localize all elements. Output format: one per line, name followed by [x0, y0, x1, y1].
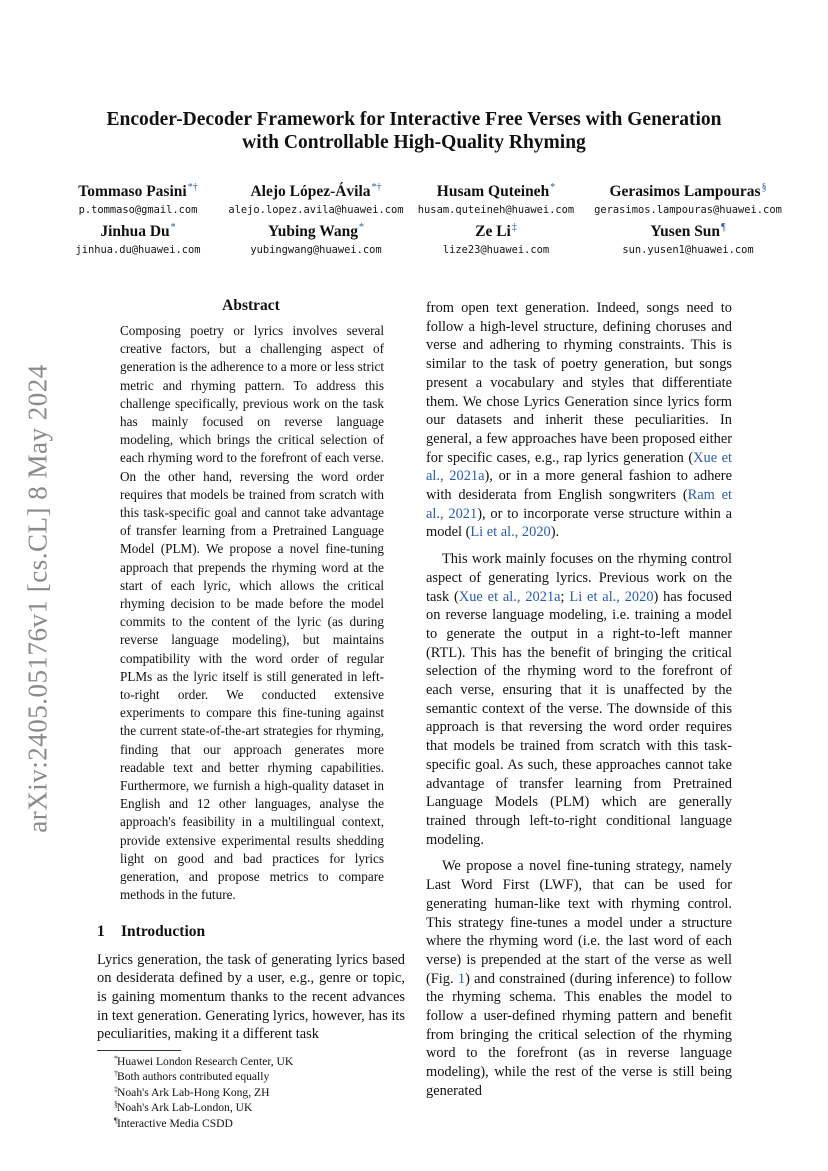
- author-row-1: [50, 178, 790, 218]
- title-line-2: with Controllable High-Quality Rhyming: [242, 132, 586, 153]
- section-number: 1: [97, 922, 105, 940]
- author-mark: ¶: [721, 222, 726, 234]
- footnote: ¶ Interactive Media CSDD: [114, 1115, 233, 1130]
- paragraph-text: ), or to incorporate verse structure within a model (: [426, 505, 732, 541]
- section-heading: [97, 922, 405, 942]
- author-name: Jinhua Du: [100, 223, 170, 241]
- footnote-text: Noah's Ark Lab-London, UK: [117, 1101, 253, 1115]
- paragraph-text: We propose a novel fine-tuning strategy, namely Last Word First (LWF), that can be used for generating human-like text with rhyming control. This strategy fine-tunes a model under a structure where the rhyming word (i.e. the last word of each verse) is prepended at the start of the verse as well (Fig.: [426, 858, 732, 987]
- author: [226, 178, 406, 218]
- author-mark: *: [359, 222, 365, 234]
- author-mark: ‡: [511, 222, 517, 234]
- author: [586, 178, 790, 218]
- body-paragraph: [426, 550, 732, 849]
- footnote-text: Huawei London Research Center, UK: [117, 1055, 294, 1069]
- footnote: ‡ Noah's Ark Lab-Hong Kong, ZH: [114, 1084, 270, 1099]
- author-email[interactable]: sun.yusen1@huawei.com: [622, 244, 754, 257]
- citation-link[interactable]: Xue et al., 2021a: [458, 588, 561, 605]
- footnote: † Both authors contributed equally: [114, 1069, 270, 1084]
- footnote: § Noah's Ark Lab-London, UK: [114, 1100, 253, 1115]
- paragraph-text: ).: [550, 524, 560, 541]
- citation-link[interactable]: Xue et al., 2021a: [426, 449, 732, 485]
- author: [406, 178, 586, 218]
- author-email[interactable]: lize23@huawei.com: [442, 244, 550, 257]
- arxiv-identifier: arXiv:2405.05176v1 [cs.CL] 8 May 2024: [22, 363, 53, 833]
- author-email[interactable]: p.tommaso@gmail.com: [78, 204, 198, 217]
- author-name: Yusen Sun: [650, 223, 721, 241]
- section-title: Introduction: [121, 922, 206, 940]
- author-name: Tommaso Pasini: [78, 183, 187, 201]
- author-row-2: [50, 218, 790, 258]
- author-mark: *†: [187, 182, 198, 193]
- paragraph-text: ), or in a more general fashion to adhere with desiderata from English songwriters (: [426, 468, 732, 504]
- author-name: Yubing Wang: [267, 223, 359, 241]
- author-email[interactable]: husam.quteineh@huawei.com: [417, 204, 575, 217]
- author-mark: *†: [371, 182, 382, 193]
- citation-link[interactable]: Li et al., 2020: [470, 524, 551, 541]
- paragraph-text: ) and constrained (during inference) to follow the rhyming schema. This enables the model to follow a user-defined rhyming pattern and benefit from bringing the critical selection of the rhyming word to the forefront (as in reverse language modeling), while the rest of the verse is still being generated: [426, 970, 732, 1099]
- right-column: [426, 299, 732, 1109]
- author-mark: *: [550, 182, 556, 193]
- author-name: Gerasimos Lampouras: [609, 183, 761, 201]
- author-name: Ze Li: [475, 223, 511, 241]
- author-email[interactable]: gerasimos.lampouras@huawei.com: [594, 204, 782, 217]
- footnote: * Huawei London Research Center, UK: [114, 1054, 294, 1069]
- footnote-text: Interactive Media CSDD: [117, 1116, 233, 1130]
- footnote-divider: [97, 1050, 181, 1051]
- author-name: Alejo López-Ávila: [250, 183, 371, 201]
- author: [406, 218, 586, 258]
- body-paragraph: [426, 299, 732, 542]
- author: [586, 218, 790, 258]
- citation-link[interactable]: Ram et al., 2021: [426, 487, 732, 522]
- paragraph-text: from open text generation. Indeed, songs need to follow a high-level structure, defining choruses and verse and adhering to rhyming constraints. This is similar to the task of poetry generation, but songs present a vocabulary and styles that differentiate them. We chose Lyrics Generation since lyrics form our datasets and inherit these peculiarities. In general, a few approaches have been proposed either for specific cases, e.g., rap lyrics generation (: [426, 300, 732, 466]
- figure-link[interactable]: 1: [457, 970, 466, 987]
- author: [50, 178, 226, 218]
- author: [226, 218, 406, 258]
- abstract-text: Composing poetry or lyrics involves several creative factors, but a challenging aspect of generation is the adherence to a more or less strict metric and rhyming pattern. To address this challenge specifically, previous work on the task has mainly focused on reverse language modeling, which brings the critical selection of each rhyming word to the forefront of each verse. On the other hand, reversing the word order requires that models be trained from scratch with this task-specific goal and cannot take advantage of transfer learning from a Pretrained Language Model (PLM). We propose a novel fine-tuning approach that prepends the rhyming word at the start of each lyric, which allows the critical rhyming decision to be made before the model commits to the content of the lyric (as during reverse language modeling), but maintains compatibility with the word order of regular PLMs as the lyric itself is still generated in left-to-right order. We conducted extensive experiments to compare this fine-tuning against the current state-of-the-art strategies for rhyming, finding that our approach generates more readable text and better rhyming capabilities. Furthermore, we furnish a high-quality dataset in English and 12 other languages, analyse the approach's feasibility in a multilingual context, provide extensive experimental results shedding light on good and bad practices for lyrics generation, and propose metrics to compare methods in the future.: [120, 323, 385, 903]
- footnote-text: Both authors contributed equally: [117, 1070, 270, 1084]
- title-line-1: Encoder-Decoder Framework for Interactive Free Verses with Generation: [106, 109, 722, 130]
- footnote-text: Noah's Ark Lab-Hong Kong, ZH: [117, 1085, 270, 1099]
- footnotes: [97, 1054, 405, 1131]
- author: [50, 218, 226, 258]
- citation-separator: ;: [560, 588, 570, 605]
- arxiv-side-stamp: [14, 318, 62, 878]
- paper-title: [80, 108, 748, 154]
- body-paragraph: [426, 857, 732, 1100]
- citation-link[interactable]: Li et al., 2020: [569, 588, 654, 605]
- paragraph-text: This work mainly focuses on the rhyming control aspect of generating lyrics. Previous work on the task (: [426, 551, 732, 605]
- author-email[interactable]: jinhua.du@huawei.com: [75, 244, 201, 257]
- left-column: [97, 296, 405, 1131]
- author-name: Husam Quteineh: [436, 183, 550, 201]
- author-email[interactable]: alejo.lopez.avila@huawei.com: [228, 204, 404, 217]
- author-email[interactable]: yubingwang@huawei.com: [250, 244, 382, 257]
- introduction-paragraph: Lyrics generation, the task of generating lyrics based on desiderata defined by a user, e.g., genre or topic, is gaining momentum thanks to the recent advances in text generation. Generating lyrics, however, has its peculiarities, making it a different task: [97, 951, 405, 1043]
- abstract-heading: Abstract: [222, 297, 280, 314]
- paragraph-text: ) has focused on reverse language modeling, i.e. training a model to generate the output in a right-to-left manner (RTL). This has the benefit of bringing the critical selection of the rhyming word to the forefront of each verse, ensuring that it is unaffected by the semantic context of the verse. The downside of this approach is that reversing the word order requires that models be trained from scratch with this task-specific goal. As such, these approaches cannot take advantage of transfer learning from Pretrained Language Models (PLM) which are generally trained through left-to-right conditional language modeling.: [426, 588, 732, 848]
- author-mark: *: [170, 222, 176, 234]
- author-mark: §: [761, 182, 767, 193]
- author-block: [50, 178, 790, 258]
